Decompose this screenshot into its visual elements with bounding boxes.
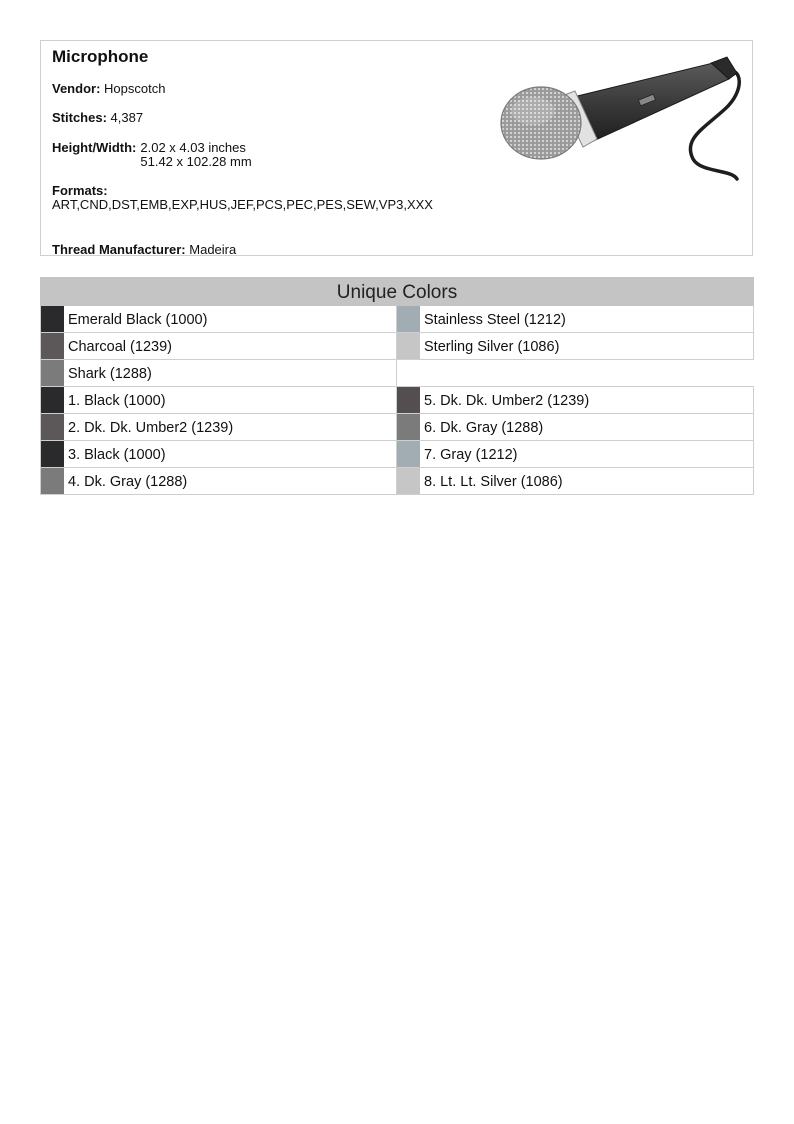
color-row [40,360,397,387]
color-label: 4. Dk. Gray (1288) [68,474,188,490]
dimensions-inches: 2.02 x 4.03 inches [140,140,246,155]
color-grid [40,306,754,495]
vendor-field [52,82,165,96]
color-label: 3. Black (1000) [68,447,166,463]
formats-field [52,184,492,212]
unique-colors-header: Unique Colors [40,277,754,306]
dimensions-mm: 51.42 x 102.28 mm [140,154,252,169]
stitches-value: 4,387 [110,110,144,125]
color-row [40,414,397,441]
color-swatch [41,360,64,386]
dimensions-label: Height/Width: [52,140,137,155]
microphone-illustration-icon [493,51,751,185]
color-row-empty [397,360,754,387]
color-row [397,387,754,414]
color-swatch [41,468,64,494]
color-label: Emerald Black (1000) [68,312,208,328]
color-row [40,468,397,495]
unique-colors-table [40,277,754,495]
color-label: 7. Gray (1212) [424,447,518,463]
color-row [397,414,754,441]
color-swatch [41,441,64,467]
color-swatch [41,414,64,440]
vendor-value: Hopscotch [104,81,166,96]
color-swatch [397,387,420,413]
color-row [397,468,754,495]
color-swatch [41,387,64,413]
color-label: 5. Dk. Dk. Umber2 (1239) [424,393,590,409]
color-row [40,333,397,360]
color-label: Shark (1288) [68,366,152,382]
color-label: Sterling Silver (1086) [424,339,560,355]
dimensions-field [52,141,252,169]
color-label: Stainless Steel (1212) [424,312,566,328]
color-row [397,441,754,468]
color-label: 8. Lt. Lt. Silver (1086) [424,474,563,490]
color-swatch [397,333,420,359]
color-row [397,333,754,360]
stitches-label: Stitches: [52,110,107,125]
color-row [40,441,397,468]
color-swatch [397,306,420,332]
color-swatch [41,333,64,359]
vendor-label: Vendor: [52,81,101,96]
formats-label: Formats: [52,183,108,198]
microphone-svg [493,51,751,185]
color-swatch [397,414,420,440]
color-label: 2. Dk. Dk. Umber2 (1239) [68,420,234,436]
design-info-panel [40,40,753,256]
color-row [40,306,397,333]
formats-value: ART,CND,DST,EMB,EXP,HUS,JEF,PCS,PEC,PES,SEW,VP3,XXX [52,197,433,212]
color-swatch [397,468,420,494]
color-row [397,306,754,333]
design-title: Microphone [52,47,149,66]
color-row [40,387,397,414]
color-swatch [41,306,64,332]
stitches-field [52,111,143,125]
color-swatch [397,441,420,467]
thread-value: Madeira [189,242,237,257]
color-label: 6. Dk. Gray (1288) [424,420,544,436]
thread-label: Thread Manufacturer: [52,242,186,257]
color-label: 1. Black (1000) [68,393,166,409]
thread-field [52,243,236,257]
color-label: Charcoal (1239) [68,339,172,355]
